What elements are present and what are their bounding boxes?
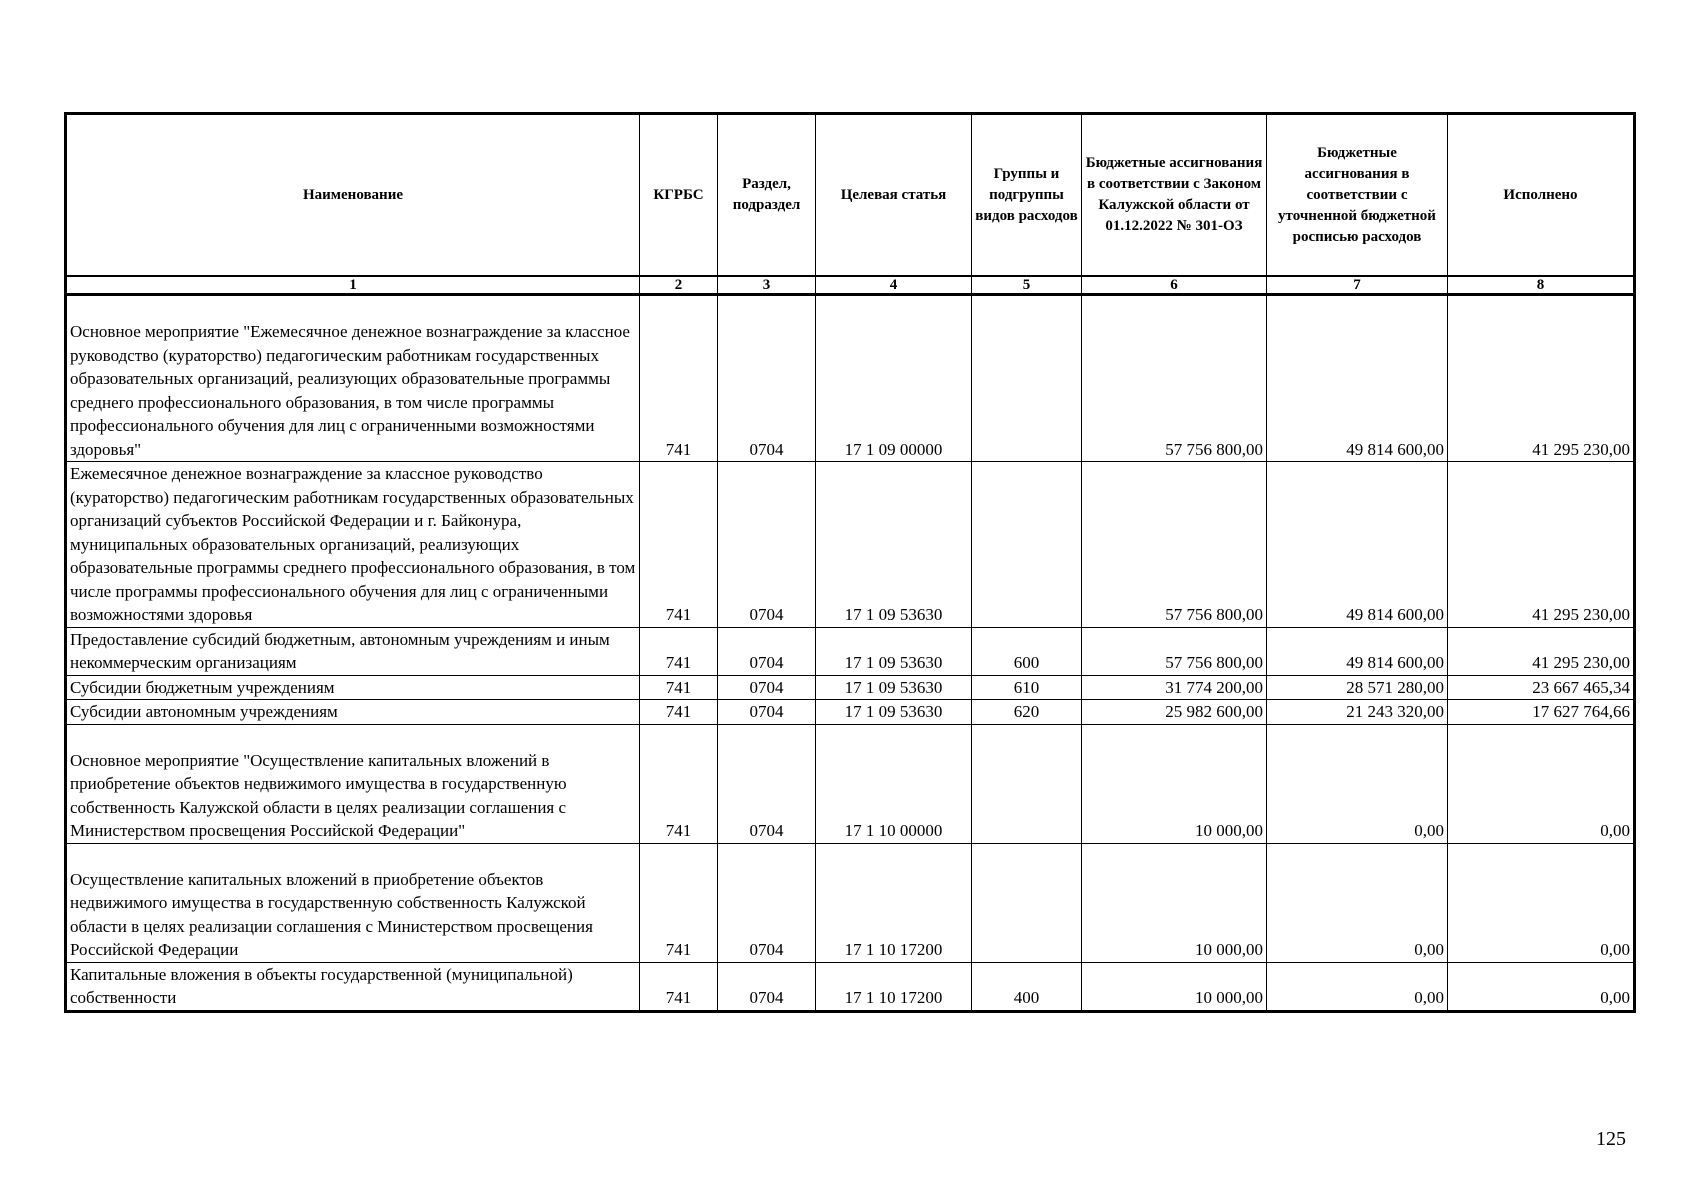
row-section: 0704 bbox=[718, 724, 816, 843]
column-number-row bbox=[66, 276, 1635, 295]
report-sheet bbox=[64, 112, 1630, 1013]
table-row bbox=[66, 627, 1635, 675]
header-group: Группы и подгруппы видов расходов bbox=[972, 114, 1082, 277]
row-executed: 41 295 230,00 bbox=[1448, 462, 1635, 628]
column-number: 1 bbox=[66, 276, 640, 295]
row-kgrbs: 741 bbox=[640, 462, 718, 628]
page-number: 125 bbox=[1596, 1128, 1626, 1150]
row-law-allocation: 57 756 800,00 bbox=[1082, 295, 1267, 462]
row-group bbox=[972, 724, 1082, 843]
row-group bbox=[972, 843, 1082, 962]
row-target: 17 1 09 53630 bbox=[816, 700, 972, 725]
row-section: 0704 bbox=[718, 295, 816, 462]
row-kgrbs: 741 bbox=[640, 843, 718, 962]
row-name: Осуществление капитальных вложений в приобретение объектов недвижимого имущества в государственную собственность Калужской области в целях реализации соглашения с Министерством просвещения Российской Федерации bbox=[66, 843, 640, 962]
row-refined-allocation: 0,00 bbox=[1267, 962, 1448, 1011]
row-name: Основное мероприятие "Ежемесячное денежное вознаграждение за классное руководство (кураторство) педагогическим работникам государственных образовательных организаций, реализующих образовательные программы среднего профессионального образования, в том числе программы профессионального обучения для лиц с ограниченными возможностями здоровья" bbox=[66, 295, 640, 462]
row-executed: 41 295 230,00 bbox=[1448, 627, 1635, 675]
row-kgrbs: 741 bbox=[640, 675, 718, 700]
row-section: 0704 bbox=[718, 675, 816, 700]
column-number: 3 bbox=[718, 276, 816, 295]
row-law-allocation: 10 000,00 bbox=[1082, 962, 1267, 1011]
row-target: 17 1 09 53630 bbox=[816, 627, 972, 675]
row-group: 400 bbox=[972, 962, 1082, 1011]
row-kgrbs: 741 bbox=[640, 295, 718, 462]
row-section: 0704 bbox=[718, 843, 816, 962]
row-law-allocation: 25 982 600,00 bbox=[1082, 700, 1267, 725]
row-refined-allocation: 49 814 600,00 bbox=[1267, 462, 1448, 628]
row-target: 17 1 10 00000 bbox=[816, 724, 972, 843]
header-name: Наименование bbox=[66, 114, 640, 277]
column-number: 5 bbox=[972, 276, 1082, 295]
table-row bbox=[66, 675, 1635, 700]
header-row bbox=[66, 114, 1635, 277]
row-law-allocation: 10 000,00 bbox=[1082, 724, 1267, 843]
row-group: 610 bbox=[972, 675, 1082, 700]
row-refined-allocation: 49 814 600,00 bbox=[1267, 295, 1448, 462]
header-refined-allocation: Бюджетные ассигнования в соответствии с уточненной бюджетной росписью расходов bbox=[1267, 114, 1448, 277]
row-target: 17 1 09 53630 bbox=[816, 675, 972, 700]
budget-table bbox=[64, 112, 1636, 1013]
column-number: 8 bbox=[1448, 276, 1635, 295]
row-refined-allocation: 21 243 320,00 bbox=[1267, 700, 1448, 725]
row-refined-allocation: 0,00 bbox=[1267, 724, 1448, 843]
header-target: Целевая статья bbox=[816, 114, 972, 277]
row-refined-allocation: 0,00 bbox=[1267, 843, 1448, 962]
row-refined-allocation: 28 571 280,00 bbox=[1267, 675, 1448, 700]
row-law-allocation: 31 774 200,00 bbox=[1082, 675, 1267, 700]
row-section: 0704 bbox=[718, 700, 816, 725]
row-target: 17 1 10 17200 bbox=[816, 843, 972, 962]
row-refined-allocation: 49 814 600,00 bbox=[1267, 627, 1448, 675]
row-name: Основное мероприятие "Осуществление капитальных вложений в приобретение объектов недвижимого имущества в государственную собственность Калужской области в целях реализации соглашения с Министерством просвещения Российской Федерации" bbox=[66, 724, 640, 843]
column-number: 4 bbox=[816, 276, 972, 295]
row-name: Субсидии автономным учреждениям bbox=[66, 700, 640, 725]
table-row bbox=[66, 843, 1635, 962]
column-number: 6 bbox=[1082, 276, 1267, 295]
row-law-allocation: 57 756 800,00 bbox=[1082, 462, 1267, 628]
row-kgrbs: 741 bbox=[640, 962, 718, 1011]
row-name: Ежемесячное денежное вознаграждение за классное руководство (кураторство) педагогическим работникам государственных образовательных организаций субъектов Российской Федерации и г. Байконура, муниципальных образовательных организаций, реализующих образовательные программы среднего профессионального образования, в том числе программы профессионального обучения для лиц с ограниченными возможностями здоровья bbox=[66, 462, 640, 628]
header-section: Раздел, подраздел bbox=[718, 114, 816, 277]
table-row bbox=[66, 724, 1635, 843]
row-target: 17 1 10 17200 bbox=[816, 962, 972, 1011]
row-name: Субсидии бюджетным учреждениям bbox=[66, 675, 640, 700]
row-kgrbs: 741 bbox=[640, 724, 718, 843]
table-row bbox=[66, 295, 1635, 462]
row-group: 620 bbox=[972, 700, 1082, 725]
row-law-allocation: 10 000,00 bbox=[1082, 843, 1267, 962]
row-executed: 23 667 465,34 bbox=[1448, 675, 1635, 700]
row-name: Капитальные вложения в объекты государственной (муниципальной) собственности bbox=[66, 962, 640, 1011]
header-kgrbs: КГРБС bbox=[640, 114, 718, 277]
row-executed: 0,00 bbox=[1448, 843, 1635, 962]
row-kgrbs: 741 bbox=[640, 700, 718, 725]
row-section: 0704 bbox=[718, 462, 816, 628]
row-target: 17 1 09 53630 bbox=[816, 462, 972, 628]
row-kgrbs: 741 bbox=[640, 627, 718, 675]
table-row bbox=[66, 962, 1635, 1011]
row-section: 0704 bbox=[718, 962, 816, 1011]
row-target: 17 1 09 00000 bbox=[816, 295, 972, 462]
row-executed: 41 295 230,00 bbox=[1448, 295, 1635, 462]
row-group bbox=[972, 295, 1082, 462]
row-executed: 17 627 764,66 bbox=[1448, 700, 1635, 725]
row-law-allocation: 57 756 800,00 bbox=[1082, 627, 1267, 675]
row-name: Предоставление субсидий бюджетным, автономным учреждениям и иным некоммерческим организациям bbox=[66, 627, 640, 675]
column-number: 7 bbox=[1267, 276, 1448, 295]
table-row bbox=[66, 700, 1635, 725]
row-executed: 0,00 bbox=[1448, 962, 1635, 1011]
column-number: 2 bbox=[640, 276, 718, 295]
table-row bbox=[66, 462, 1635, 628]
row-group: 600 bbox=[972, 627, 1082, 675]
header-executed: Исполнено bbox=[1448, 114, 1635, 277]
row-group bbox=[972, 462, 1082, 628]
header-law-allocation: Бюджетные ассигнования в соответствии с Законом Калужской области от 01.12.2022 № 301-ОЗ bbox=[1082, 114, 1267, 277]
row-section: 0704 bbox=[718, 627, 816, 675]
row-executed: 0,00 bbox=[1448, 724, 1635, 843]
